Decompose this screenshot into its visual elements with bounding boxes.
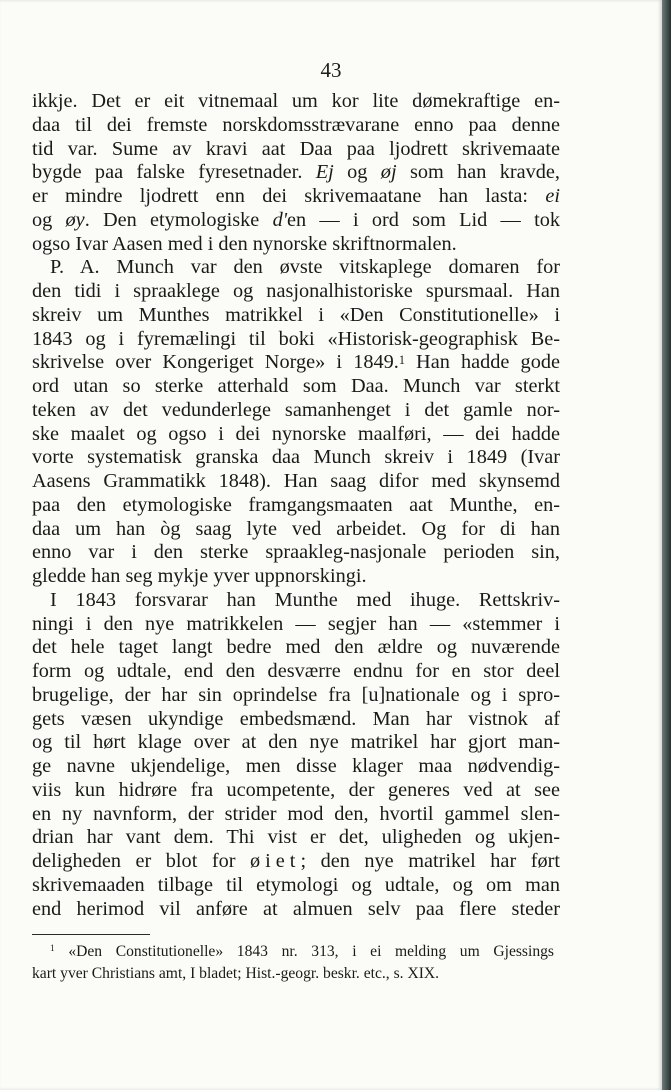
italic-word: øy (65, 208, 85, 231)
text-line: drian har vant dem. Thi vist er det, uligheden og ukjen- (32, 826, 560, 849)
italic-word: ei (545, 185, 560, 207)
text-line: ge navne ukjendelige, men disse klager maa nødvendig- (32, 755, 560, 777)
text-line: daa til dei fremste norskdomsstrævarane enno paa denne (32, 113, 560, 136)
paragraph-start-line: P. A. Munch var den øvste vitskaplege domaren for (50, 256, 560, 279)
text-run: . Den etymologiske (84, 208, 273, 231)
text-line: ske maalet og ogso i dei nynorske maalføri, — dei hadde (32, 422, 560, 445)
footnote (32, 941, 554, 984)
footnote-marker: 1 (50, 944, 55, 954)
body-text (32, 90, 560, 921)
text-run: som han kravde, (396, 161, 561, 184)
text-line: skreiv um Munthes matrikkel i «Den Constitutionelle» i (32, 303, 560, 326)
text-line: daa um han òg saag lyte ved arbeidet. Og for di han (32, 517, 560, 540)
scan-edge (662, 0, 671, 1090)
text-line: og til hørt klage over at den nye matrikel har gjort man- (32, 731, 560, 754)
text-line: ningi i den nye matrikkelen — segjer han — «stemmer i (32, 612, 560, 635)
italic-word: d' (272, 208, 288, 231)
text-run: skrivelse over Kongeriget Norge» i 1849. (32, 351, 399, 374)
text-run: og (333, 161, 381, 184)
text-line: den tidi i spraaklege og nasjonalhistoriske spursmaal. Han (32, 280, 560, 302)
text-line: gledde han seg mykje yver uppnorskingi. (32, 565, 367, 587)
text-line (32, 185, 560, 209)
text-run: bygde paa falske fyresetnader. (32, 161, 316, 184)
text-line (32, 209, 560, 233)
text-line: ord utan so sterke atterhald som Daa. Munch var sterkt (32, 375, 560, 397)
footnote-line (32, 941, 554, 963)
text-line: paa den etymologiske framgangsmaaten aat Munthe, en- (32, 493, 560, 516)
italic-word: Ej (315, 161, 334, 184)
text-run: Han hadde gode (404, 351, 560, 374)
text-line: teken av det vedunderlege samanhenget i det gamle nor- (32, 398, 560, 421)
footnote-text: «Den Constitutionelle» 1843 nr. 313, i ei melding um Gjessings (54, 943, 554, 960)
footnote-ref: 1 (398, 353, 405, 368)
footnote-line: kart yver Christians amt, I bladet; Hist.-geogr. beskr. etc., s. XIX. (32, 964, 440, 982)
text-line: gets væsen ukyndige embedsmænd. Man har vistnok af (32, 707, 560, 730)
text-line (32, 161, 560, 185)
text-line: tid var. Sume av kravi aat Daa paa ljodrett skrivemaate (32, 137, 560, 160)
text-line: en ny navnform, der strider mod den, hvortil gammel slen- (32, 802, 560, 825)
text-line: Aasens Grammatikk 1848). Han saag difor med skynsemd (32, 470, 560, 492)
text-line: vorte systematisk granska daa Munch skreiv i 1849 (Ivar (32, 446, 560, 469)
text-line: end herimod vil anføre at almuen selv paa flere steder (32, 897, 560, 920)
text-line: ogso Ivar Aasen med i den nynorske skriftnormalen. (32, 232, 457, 255)
text-line: skrivemaaden tilbage til etymologi og udtale, og om man (32, 873, 560, 896)
paragraph-start-line: I 1843 forsvarar han Munthe med ihuge. Rettskriv- (50, 588, 560, 611)
text-line (32, 351, 560, 375)
letterspaced-word: øiet (250, 850, 301, 872)
text-line: 1843 og i fyremælingi til boki «Historisk-geographisk Be- (32, 327, 560, 350)
text-line: brugelige, der har sin oprindelse fra [u]nationale og i spro- (32, 683, 560, 706)
page-number: 43 (320, 58, 342, 82)
text-line: viis kun hidrøre fra ucompetente, der generes ved at see (32, 778, 560, 801)
italic-word: øj (380, 161, 397, 184)
footnote-divider (32, 934, 150, 935)
text-run: ; den nye matrikel har ført (300, 850, 560, 872)
text-run: er mindre ljodrett enn dei skrivemaatane han lasta: (32, 185, 546, 207)
text-run: en — i ord som Lid — tok (287, 208, 560, 231)
text-run: deligheden er blot for (32, 850, 251, 872)
text-line: det hele taget langt bedre med den ældre og nuværende (32, 636, 560, 659)
text-line: enno var i den sterke spraakleg-nasjonale perioden sin, (32, 541, 560, 564)
text-line (32, 850, 560, 874)
text-line: ikkje. Det er eit vitnemaal um kor lite dømekraftige en- (32, 90, 560, 112)
text-line: form og udtale, end den desværre endnu for en stor deel (32, 660, 560, 682)
text-run: og (32, 208, 66, 231)
